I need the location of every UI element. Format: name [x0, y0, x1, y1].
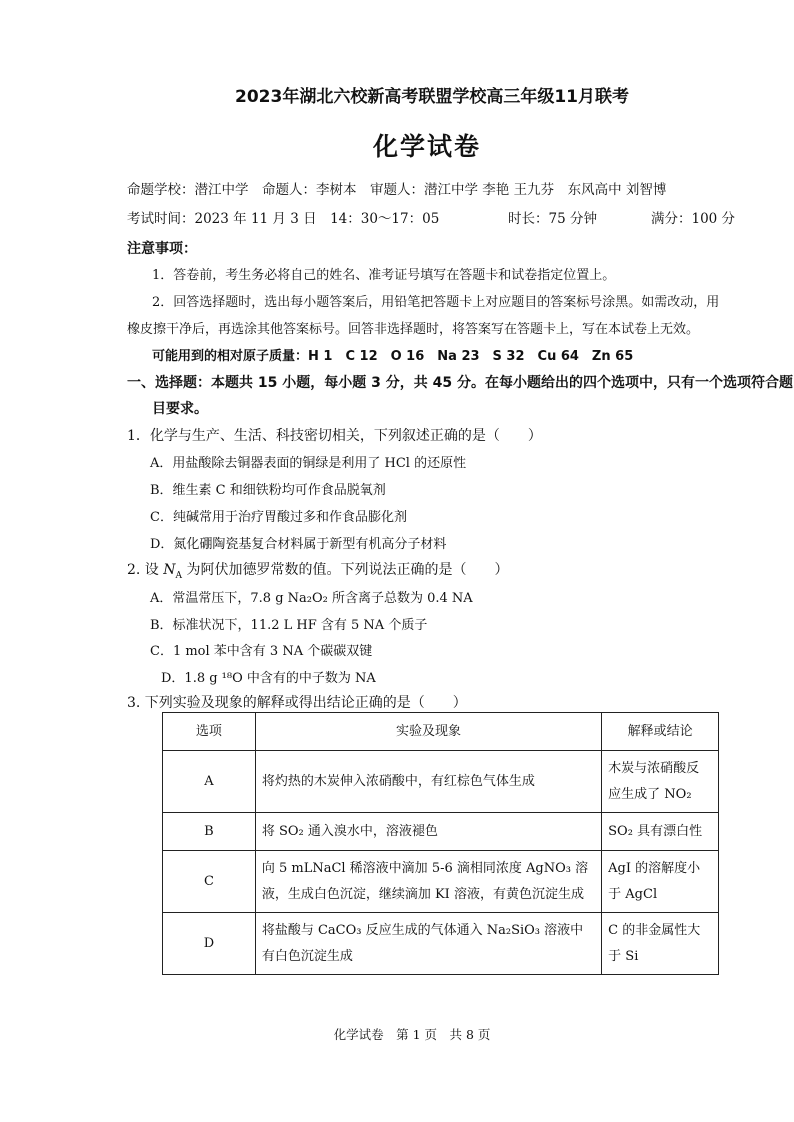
q1-option-d: D．氮化硼陶瓷基复合材料属于新型有机高分子材料: [150, 537, 447, 552]
row-conclusion: 木炭与浓硝酸反应生成了 NO₂: [602, 751, 719, 813]
table-header-row: [163, 713, 719, 751]
q1-option-c: C．纯碱常用于治疗胃酸过多和作食品膨化剂: [150, 510, 407, 525]
row-experiment: 将盐酸与 CaCO₃ 反应生成的气体通入 Na₂SiO₃ 溶液中有白色沉淀生成: [255, 913, 601, 975]
q2-option-b: B．标准状况下，11.2 L HF 含有 5 NA 个质子: [150, 618, 428, 633]
q2-stem-na-sub: A: [175, 570, 183, 581]
header-conclusion: 解释或结论: [602, 713, 719, 751]
q2-stem: [127, 559, 508, 581]
row-conclusion: C 的非金属性大于 Si: [602, 913, 719, 975]
q1-option-b: B．维生素 C 和细铁粉均可作食品脱氧剂: [150, 483, 386, 498]
section-heading-line-2: 目要求。: [152, 401, 208, 417]
row-option: D: [163, 913, 256, 975]
q1-option-a: A．用盐酸除去铜器表面的铜绿是利用了 HCl 的还原性: [150, 456, 467, 471]
page-footer: 化学试卷 第 1 页 共 8 页: [333, 1027, 491, 1042]
notice-item-1: 1．答卷前，考生务必将自己的姓名、准考证号填写在答题卡和试卷指定位置上。: [152, 268, 616, 283]
notice-item-2-line-1: 2．回答选择题时，选出每小题答案后，用铅笔把答题卡上对应题目的答案标号涂黑。如需改动，用: [152, 295, 720, 310]
table-row: [163, 751, 719, 813]
header-option: 选项: [163, 713, 256, 751]
table-row: [163, 913, 719, 975]
q1-stem: 1．化学与生产、生活、科技密切相关，下列叙述正确的是（ ）: [127, 428, 542, 444]
full-score: 满分：100 分: [651, 211, 736, 227]
table-row: [163, 813, 719, 851]
row-experiment: 将灼热的木炭伸入浓硝酸中，有红棕色气体生成: [255, 751, 601, 813]
subject-title: 化学试卷: [372, 132, 481, 161]
section-heading-line-1: 一、选择题：本题共 15 小题，每小题 3 分，共 45 分。在每小题给出的四个选项中，只有一个选项符合题: [127, 375, 793, 391]
row-conclusion: AgI 的溶解度小于 AgCl: [602, 851, 719, 913]
q3-table: [162, 712, 719, 975]
authors-line: 命题学校：潜江中学 命题人：李树本 审题人：潜江中学 李艳 王九芬 东风高中 刘智博: [127, 182, 667, 198]
q2-option-d: D．1.8 g ¹⁸O 中含有的中子数为 NA: [161, 671, 376, 686]
row-option: B: [163, 813, 256, 851]
row-option: A: [163, 751, 256, 813]
q2-option-c: C．1 mol 苯中含有 3 NA 个碳碳双键: [150, 644, 373, 659]
row-experiment: 向 5 mLNaCl 稀溶液中滴加 5-6 滴相同浓度 AgNO₃ 溶液，生成白色沉淀，继续滴加 KI 溶液，有黄色沉淀生成: [255, 851, 601, 913]
exam-title: 2023年湖北六校新高考联盟学校高三年级11月联考: [235, 87, 629, 107]
row-option: C: [163, 851, 256, 913]
header-experiment: 实验及现象: [255, 713, 601, 751]
row-conclusion: SO₂ 具有漂白性: [602, 813, 719, 851]
row-experiment: 将 SO₂ 通入溴水中，溶液褪色: [255, 813, 601, 851]
notice-item-2-line-2: 橡皮擦干净后，再选涂其他答案标号。回答非选择题时，将答案写在答题卡上，写在本试卷上无效。: [127, 322, 700, 337]
q2-stem-na: N: [163, 562, 176, 578]
duration: 时长：75 分钟: [508, 211, 597, 227]
q2-option-a: A．常温常压下，7.8 g Na₂O₂ 所含离子总数为 0.4 NA: [150, 591, 473, 606]
notice-heading: 注意事项：: [127, 241, 197, 257]
table-row: [163, 851, 719, 913]
q2-stem-prefix: 2. 设: [127, 562, 159, 578]
atomic-masses: 可能用到的相对原子质量：H 1 C 12 O 16 Na 23 S 32 Cu 64 Zn 65: [152, 349, 634, 364]
exam-time: 考试时间：2023 年 11 月 3 日 14：30～17：05: [127, 211, 440, 227]
q2-stem-rest: 为阿伏加德罗常数的值。下列说法正确的是（ ）: [186, 562, 509, 578]
q3-stem: 3. 下列实验及现象的解释或得出结论正确的是（ ）: [127, 695, 467, 711]
